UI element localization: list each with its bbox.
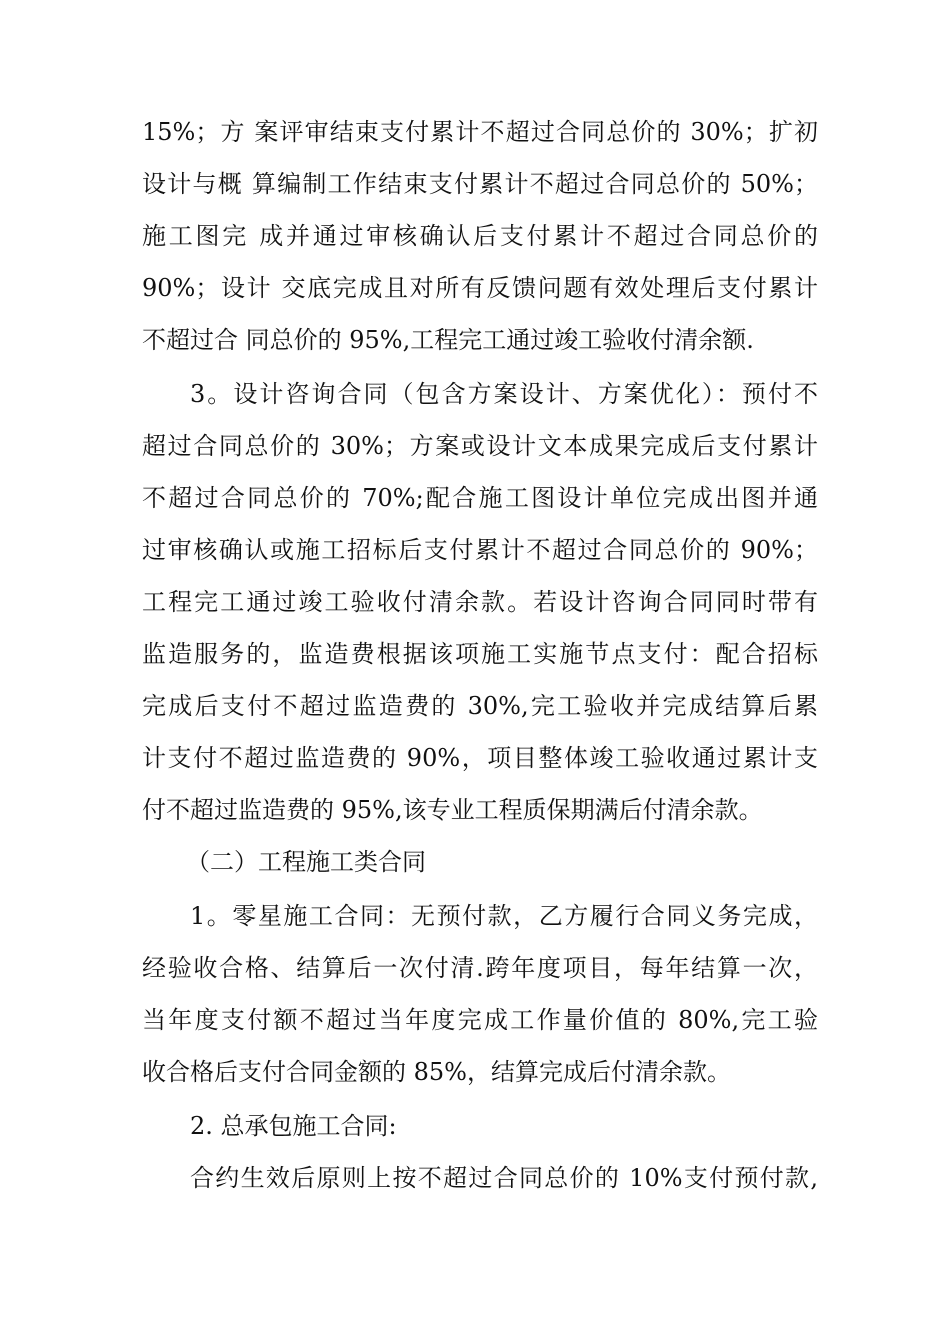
text-line-17: 经验收合格、结算后一次付清.跨年度项目，每年结算一次， [142,954,818,982]
text-line-4: 90%；设计 交底完成且对所有反馈问题有效处理后支付累计 [142,274,818,302]
section-heading: （二）工程施工类合同 [186,848,426,876]
text-line-14: 付不超过监造费的 95%,该专业工程质保期满后付清余款。 [142,796,763,824]
text-line-21: 合约生效后原则上按不超过合同总价的 10%支付预付款, [190,1164,818,1192]
text-line-9: 过审核确认或施工招标后支付累计不超过合同总价的 90%； [142,536,818,564]
text-line-12: 完成后支付不超过监造费的 30%,完工验收并完成结算后累 [142,692,818,720]
text-line-18: 当年度支付额不超过当年度完成工作量价值的 80%,完工验 [142,1006,818,1034]
text-line-10: 工程完工通过竣工验收付清余款。若设计咨询合同同时带有 [142,588,818,616]
text-line-3: 施工图完 成并通过审核确认后支付累计不超过合同总价的 [142,222,818,250]
text-line-2: 设计与概 算编制工作结束支付累计不超过合同总价的 50%； [142,170,818,198]
text-line-1: 15%；方 案评审结束支付累计不超过合同总价的 30%；扩初 [142,118,818,146]
text-line-19: 收合格后支付合同金额的 85%，结算完成后付清余款。 [142,1058,731,1086]
text-line-16: 1。零星施工合同：无预付款，乙方履行合同义务完成， [190,902,818,930]
text-line-5: 不超过合 同总价的 95%,工程完工通过竣工验收付清余额. [142,326,754,354]
text-line-8: 不超过合同总价的 70%;配合施工图设计单位完成出图并通 [142,484,818,512]
text-line-6: 3。设计咨询合同（包含方案设计、方案优化）：预付不 [190,380,818,408]
text-line-11: 监造服务的，监造费根据该项施工实施节点支付：配合招标 [142,640,818,668]
text-line-20: 2. 总承包施工合同: [190,1112,397,1140]
text-line-13: 计支付不超过监造费的 90%，项目整体竣工验收通过累计支 [142,744,818,772]
text-line-7: 超过合同总价的 30%；方案或设计文本成果完成后支付累计 [142,432,818,460]
